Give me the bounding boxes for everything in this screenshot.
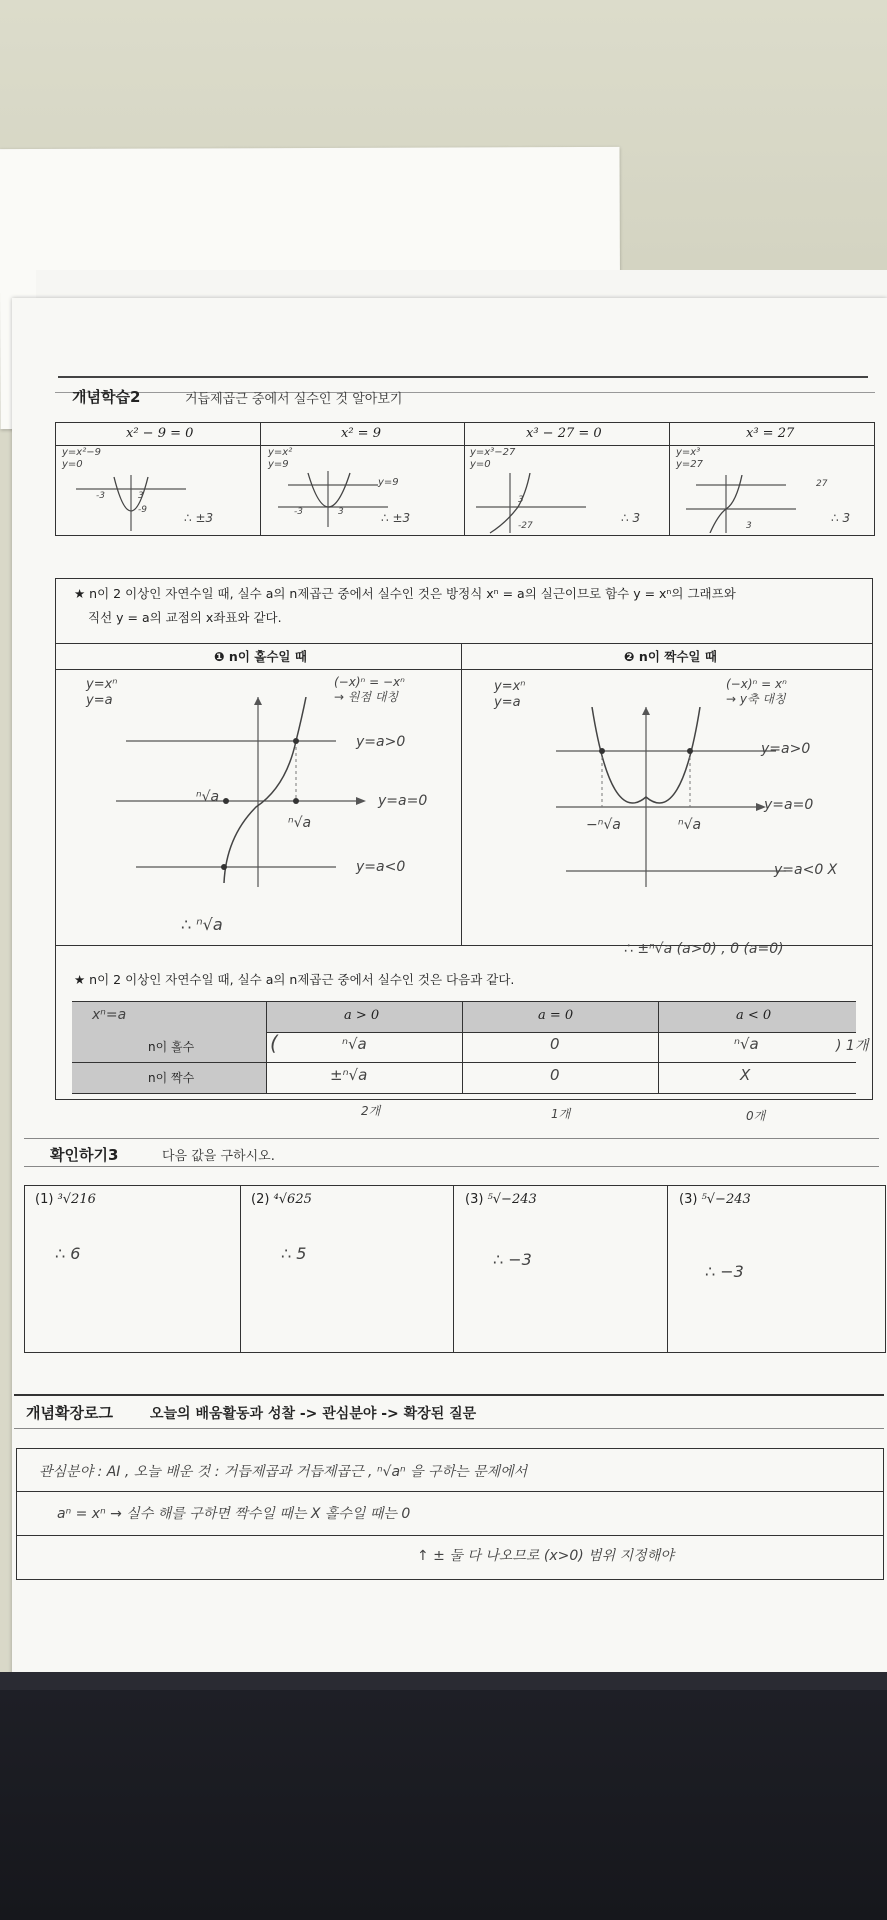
row-odd-label: n이 홀수 [148, 1040, 195, 1054]
even-line-1: y=a>0 [761, 741, 811, 757]
row-even-label: n이 짝수 [148, 1071, 195, 1085]
even-symmetry: (−x)ⁿ = xⁿ → y축 대칭 [726, 677, 787, 706]
equation-2: x² = 9 [341, 426, 381, 441]
reflection-box [16, 1448, 884, 1580]
col-divider [260, 423, 261, 535]
cell3-tick: 3 [518, 495, 524, 505]
even-line-3: y=a<0 X [774, 862, 838, 878]
dark-cloth [0, 1690, 887, 1920]
cell1-tick: 3 [138, 491, 144, 501]
equation-3: x³ − 27 = 0 [526, 426, 602, 441]
col-divider [667, 1186, 668, 1352]
row-divider [17, 1491, 883, 1492]
cell4-answer: ∴ 3 [831, 511, 851, 525]
col-divider [453, 1186, 454, 1352]
summary-corner: xⁿ=a [92, 1007, 127, 1023]
cell1-system: y=x²−9 y=0 [62, 447, 101, 470]
cell-odd-pos: ⁿ√a [342, 1035, 367, 1053]
concept-divider [56, 643, 872, 644]
cell2-answer: ∴ ±3 [381, 511, 411, 525]
reflection-line-1: 관심분야 : AI , 오늘 배운 것 : 거듭제곱과 거듭제곱근 , ⁿ√aⁿ 을 구하는 문제에서 [39, 1464, 528, 1480]
odd-line-1: y=a>0 [356, 734, 406, 750]
even-header: ❷ n이 짝수일 때 [624, 649, 717, 664]
root-summary-table [72, 1001, 869, 1093]
reflection-line-3: ↑ ± 둘 다 나오므로 (x>0) 범위 지정해야 [417, 1548, 674, 1564]
equation-1: x² − 9 = 0 [126, 426, 194, 441]
even-line-2: y=a=0 [764, 797, 814, 813]
even-graph [556, 707, 796, 897]
header-a-negative: a < 0 [736, 1008, 772, 1023]
row-divider [72, 1093, 856, 1094]
problem-1-answer: ∴ 6 [55, 1244, 81, 1263]
equation-4: x³ = 27 [746, 426, 795, 441]
col-divider [462, 1001, 463, 1093]
odd-header: ❶ n이 홀수일 때 [214, 649, 307, 664]
section2-rule [24, 1166, 879, 1167]
section3-rule [14, 1394, 884, 1396]
odd-line-2: y=a=0 [378, 793, 428, 809]
cell2-tick: -3 [294, 507, 303, 517]
cell-even-pos: ±ⁿ√a [330, 1066, 368, 1084]
cell1-tick: -9 [138, 505, 147, 515]
cell3-system: y=x³−27 y=0 [470, 447, 516, 470]
section2-title: 확인하기3 [50, 1146, 119, 1164]
section3-subtitle: 오늘의 배움활동과 성찰 -> 관심분야 -> 확장된 질문 [150, 1406, 477, 1422]
even-root-2: ⁿ√a [678, 817, 702, 833]
section1-rule [58, 376, 868, 378]
problem-grid [24, 1185, 886, 1353]
section2-subtitle: 다음 값을 구하시오. [162, 1149, 275, 1164]
concept-text-2: 직선 y = a의 교점의 x좌표와 같다. [88, 610, 282, 625]
problem-4: (3) ⁵√−243 [679, 1192, 751, 1207]
cell-odd-zero: 0 [550, 1035, 560, 1053]
odd-root-1: ⁿ√a [196, 789, 220, 805]
count-neg: 0개 [746, 1109, 766, 1123]
even-answer: ∴ ±ⁿ√a (a>0) , 0 (a=0) [624, 941, 784, 957]
count-zero: 1개 [551, 1107, 571, 1121]
bracket-open: ( [270, 1031, 278, 1055]
cell-even-zero: 0 [550, 1066, 560, 1084]
col-divider [669, 423, 670, 535]
cell2-line-label: y=9 [378, 477, 399, 488]
concept-mid-divider [461, 643, 462, 945]
concept2-text: ★ n이 2 이상인 자연수일 때, 실수 a의 n제곱근 중에서 실수인 것은 다음과 같다. [74, 972, 515, 987]
row-divider [17, 1535, 883, 1536]
col-divider [658, 1001, 659, 1093]
cell1-tick: -3 [96, 491, 105, 501]
problem-2-answer: ∴ 5 [281, 1244, 307, 1263]
cell2-tick: 3 [338, 507, 344, 517]
problem-1: (1) ³√216 [35, 1192, 96, 1207]
problem-3-answer: ∴ −3 [493, 1250, 532, 1269]
concept-text-1: ★ n이 2 이상인 자연수일 때, 실수 a의 n제곱근 중에서 실수인 것은 방정식 xⁿ = a의 실근이므로 함수 y = xⁿ의 그래프와 [74, 586, 736, 601]
cell2-system: y=x² y=9 [268, 447, 293, 470]
bracket-close: ) 1개 [836, 1038, 869, 1054]
equation-table [55, 422, 875, 536]
header-a-zero: a = 0 [538, 1008, 574, 1023]
concept-box [55, 578, 873, 1123]
col-divider [240, 1186, 241, 1352]
section3-rule-bottom [14, 1428, 884, 1429]
concept-divider [56, 669, 872, 670]
odd-answer: ∴ ⁿ√a [181, 915, 223, 934]
section1-title: 개념학습2 [72, 388, 141, 406]
reflection-line-2: aⁿ = xⁿ → 실수 해를 구하면 짝수일 때는 X 홀수일 때는 0 [57, 1506, 411, 1522]
problem-2: (2) ⁴√625 [251, 1192, 312, 1207]
section1-rule-bottom [55, 392, 875, 393]
odd-symmetry: (−x)ⁿ = −xⁿ → 원점 대칭 [334, 675, 405, 704]
odd-root-2: ⁿ√a [288, 815, 312, 831]
problem-3: (3) ⁵√−243 [465, 1192, 537, 1207]
section3-title: 개념확장로그 [26, 1404, 113, 1422]
cell3-graph [476, 473, 616, 535]
problem-4-answer: ∴ −3 [705, 1262, 744, 1281]
cell1-answer: ∴ ±3 [184, 511, 214, 525]
odd-system: y=xⁿ y=a [86, 677, 118, 708]
even-system: y=xⁿ y=a [494, 679, 526, 710]
header-a-positive: a > 0 [344, 1008, 380, 1023]
cell-even-neg: X [740, 1066, 751, 1084]
cell3-answer: ∴ 3 [621, 511, 641, 525]
cell-odd-neg: ⁿ√a [734, 1035, 759, 1053]
col-divider [266, 1001, 267, 1093]
cell3-tick: -27 [518, 521, 533, 531]
section2-rule-top [24, 1138, 879, 1139]
cell4-system: y=x³ y=27 [676, 447, 704, 470]
section1-subtitle: 거듭제곱근 중에서 실수인 것 알아보기 [185, 392, 403, 407]
col-divider [464, 423, 465, 535]
even-root-1: −ⁿ√a [586, 817, 621, 833]
cell4-tick: 3 [746, 521, 752, 531]
count-pos: 2개 [361, 1104, 381, 1118]
cell4-tick: 27 [816, 479, 828, 489]
odd-line-3: y=a<0 [356, 859, 406, 875]
row-divider [72, 1062, 856, 1063]
